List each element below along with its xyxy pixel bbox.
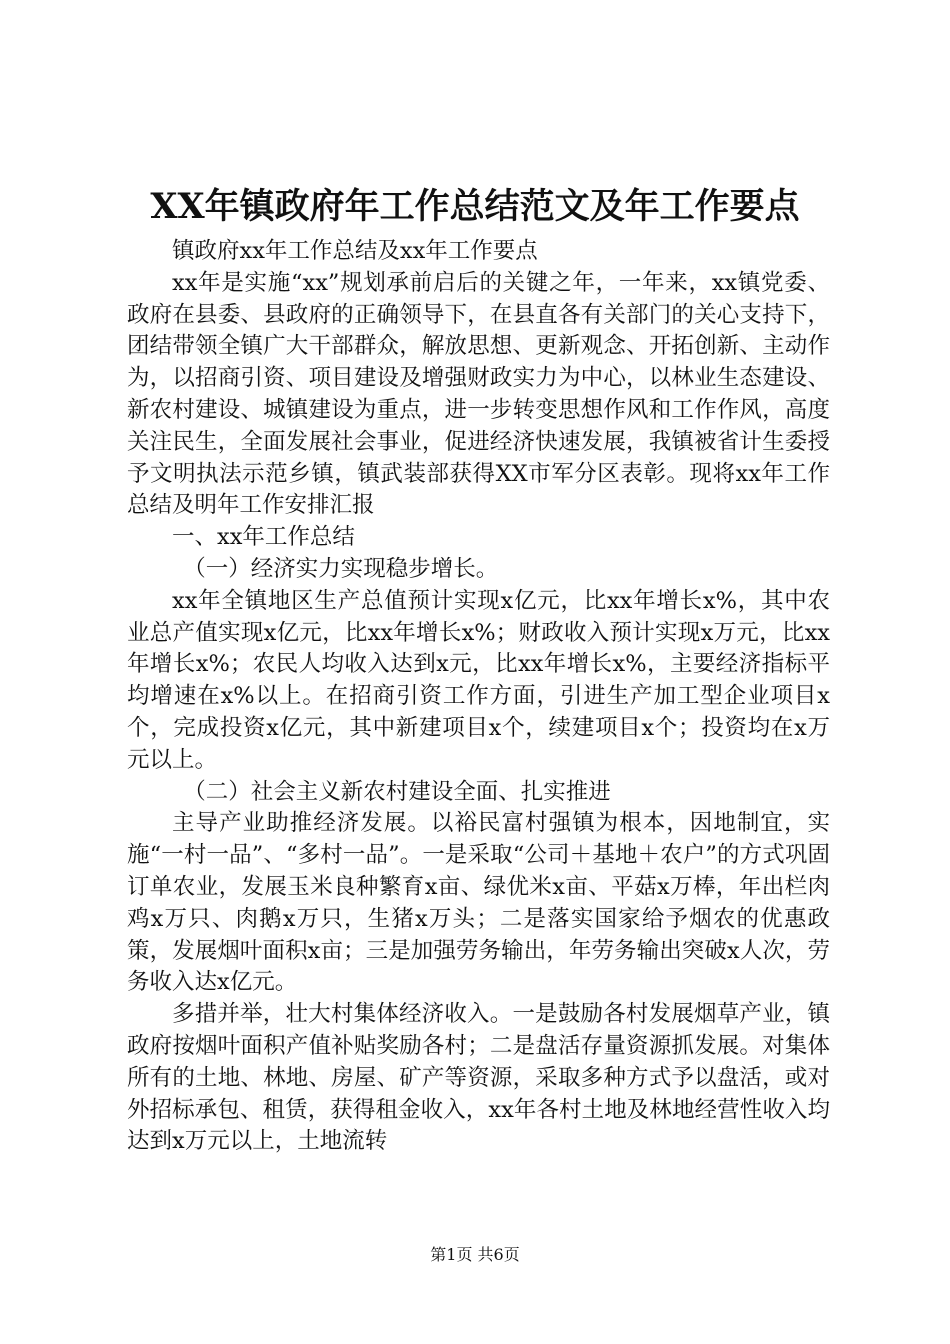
section-heading: 一、xx年工作总结	[172, 524, 355, 551]
document-title: XX年镇政府年工作总结范文及年工作要点	[150, 186, 800, 227]
subsection-heading: （一）经济实力实现稳步增长。	[183, 555, 499, 582]
body-paragraph: xx年全镇地区生产总值预计实现x亿元，比xx年增长x%，其中农业总产值实现x亿元，比xx年增长x%；财政收入预计实现x万元，比xx年增长x%；农民人均收入达到x元，比xx年增长x%，主要经济指标平均增速在x%以上。在招商引资工作方面，引进生产加工型企业项目x个，完成投资x亿元，其中新建项目x个，续建项目x个；投资均在x万元以上。	[127, 587, 830, 773]
intro-paragraph: xx年是实施“xx”规划承前启后的关键之年，一年来，xx镇党委、政府在县委、县政府的正确领导下，在县直各有关部门的关心支持下，团结带领全镇广大干部群众，解放思想、更新观念、开拓创新、主动作为，以招商引资、项目建设及增强财政实力为中心，以林业生态建设、新农村建设、城镇建设为重点，进一步转变思想作风和工作作风，高度关注民生，全面发展社会事业，促进经济快速发展，我镇被省计生委授予文明执法示范乡镇，镇武装部获得XX市军分区表彰。现将xx年工作总结及明年工作安排汇报	[127, 269, 830, 519]
subsection-heading: （二）社会主义新农村建设全面、扎实推进	[183, 778, 611, 805]
page-footer: 第1页 共6页	[430, 1245, 520, 1264]
body-paragraph: 主导产业助推经济发展。以裕民富村强镇为根本，因地制宜，实施“一村一品”、“多村一品”。一是采取“公司＋基地＋农户”的方式巩固订单农业，发展玉米良种繁育x亩、绿优米x亩、平菇x万棒，年出栏肉鸡x万只、肉鹅x万只，生猪x万头；二是落实国家给予烟农的优惠政策，发展烟叶面积x亩；三是加强劳务输出，年劳务输出突破x人次，劳务收入达x亿元。	[127, 810, 830, 996]
subtitle-paragraph: 镇政府xx年工作总结及xx年工作要点	[172, 238, 538, 264]
document-body	[127, 236, 830, 1158]
body-paragraph: 多措并举，壮大村集体经济收入。一是鼓励各村发展烟草产业，镇政府按烟叶面积产值补贴奖励各村；二是盘活存量资源抓发展。对集体所有的土地、林地、房屋、矿产等资源，采取多种方式予以盘活，或对外招标承包、租赁，获得租金收入，xx年各村土地及林地经营性收入均达到x万元以上，土地流转	[127, 1001, 830, 1155]
